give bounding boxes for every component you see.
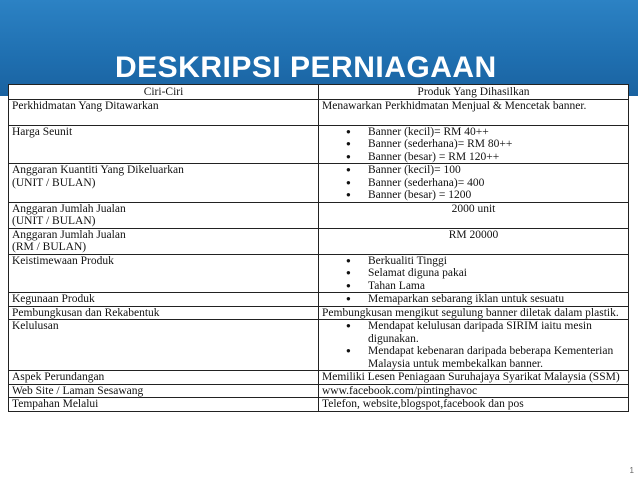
list-item: ● Memaparkan sebarang iklan untuk sesuatu <box>368 293 625 306</box>
list-item: ● Banner (besar) = RM 120++ <box>368 151 625 164</box>
feature-cell <box>9 164 319 203</box>
product-text: Menawarkan Perkhidmatan Menjual & Mencetak banner. <box>322 99 587 112</box>
page-number: 1 <box>629 466 634 475</box>
feature-label: Tempahan Melalui <box>12 398 99 410</box>
feature-label: Kegunaan Produk <box>12 293 95 305</box>
feature-cell <box>9 293 319 307</box>
list-item: ● Selamat diguna pakai <box>368 267 625 280</box>
table-row <box>9 371 629 385</box>
table-row <box>9 254 629 293</box>
product-cell <box>319 371 629 385</box>
table-row <box>9 202 629 228</box>
feature-cell <box>9 384 319 398</box>
product-cell <box>319 125 629 164</box>
list-item: ● Banner (kecil)= 100 <box>368 164 625 177</box>
slide-title: DESKRIPSI PERNIAGAAN <box>115 51 497 84</box>
feature-cell <box>9 202 319 228</box>
list-item: ● Banner (sederhana)= 400 <box>368 177 625 190</box>
product-cell <box>319 384 629 398</box>
product-cell <box>319 320 629 371</box>
table-row <box>9 306 629 320</box>
feature-cell <box>9 254 319 293</box>
bullet-list <box>322 164 625 202</box>
product-text: RM 20000 <box>448 228 499 241</box>
bullet-list <box>322 320 625 370</box>
product-text: Telefon, website,blogspot,facebook dan pos <box>322 398 524 410</box>
product-cell <box>319 228 629 254</box>
list-item: ● Mendapat kelulusan daripada SIRIM iaitu mesin digunakan. <box>368 320 625 345</box>
feature-cell <box>9 306 319 320</box>
list-item: ● Mendapat kebenaran daripada beberapa Kementerian Malaysia untuk membekalkan banner. <box>368 345 625 370</box>
column-header-features: Ciri-Ciri <box>9 85 319 100</box>
list-item: ● Tahan Lama <box>368 280 625 293</box>
table-row <box>9 164 629 203</box>
product-text: Memiliki Lesen Peniagaan Suruhajaya Syarikat Malaysia (SSM) <box>322 371 620 383</box>
feature-cell <box>9 99 319 125</box>
product-cell <box>319 293 629 307</box>
feature-label: Web Site / Laman Sesawang <box>12 384 144 397</box>
product-text: Pembungkusan mengikut segulung banner diletak dalam plastik. <box>322 306 619 319</box>
feature-cell <box>9 228 319 254</box>
feature-label: Aspek Perundangan <box>12 371 105 383</box>
list-item: ● Berkualiti Tinggi <box>368 255 625 268</box>
table-row <box>9 99 629 125</box>
table-row <box>9 228 629 254</box>
feature-sublabel: (UNIT / BULAN) <box>12 176 96 189</box>
feature-label: Kelulusan <box>12 320 59 332</box>
product-cell <box>319 398 629 412</box>
bullet-list <box>322 255 625 293</box>
table-row <box>9 398 629 412</box>
feature-label: Pembungkusan dan Rekabentuk <box>12 306 160 319</box>
business-description-table <box>8 84 629 412</box>
business-description-table-wrapper <box>8 84 629 412</box>
table-row <box>9 384 629 398</box>
product-cell <box>319 99 629 125</box>
feature-cell <box>9 371 319 385</box>
feature-cell <box>9 125 319 164</box>
product-cell <box>319 164 629 203</box>
feature-label: Anggaran Kuantiti Yang Dikeluarkan <box>12 164 184 176</box>
feature-label: Harga Seunit <box>12 125 73 138</box>
feature-label: Perkhidmatan Yang Ditawarkan <box>12 99 159 112</box>
table-row <box>9 320 629 371</box>
table-header-row <box>9 85 629 100</box>
product-cell <box>319 306 629 320</box>
feature-label: Keistimewaan Produk <box>12 254 114 267</box>
table-row <box>9 125 629 164</box>
bullet-list <box>322 293 625 306</box>
feature-sublabel: (RM / BULAN) <box>12 241 87 253</box>
product-cell <box>319 202 629 228</box>
bullet-list <box>322 126 625 164</box>
table-row <box>9 293 629 307</box>
feature-label: Anggaran Jumlah Jualan <box>12 228 126 241</box>
list-item: ● Banner (kecil)= RM 40++ <box>368 126 625 139</box>
list-item: ● Banner (sederhana)= RM 80++ <box>368 138 625 151</box>
feature-label: Anggaran Jumlah Jualan <box>12 202 126 215</box>
product-cell <box>319 254 629 293</box>
feature-cell <box>9 398 319 412</box>
feature-cell <box>9 320 319 371</box>
website-link[interactable]: www.facebook.com/pintinghavoc <box>322 384 478 397</box>
feature-sublabel: (UNIT / BULAN) <box>12 215 96 227</box>
product-text: 2000 unit <box>451 202 496 215</box>
column-header-products: Produk Yang Dihasilkan <box>319 85 629 100</box>
list-item: ● Banner (besar) = 1200 <box>368 189 625 202</box>
